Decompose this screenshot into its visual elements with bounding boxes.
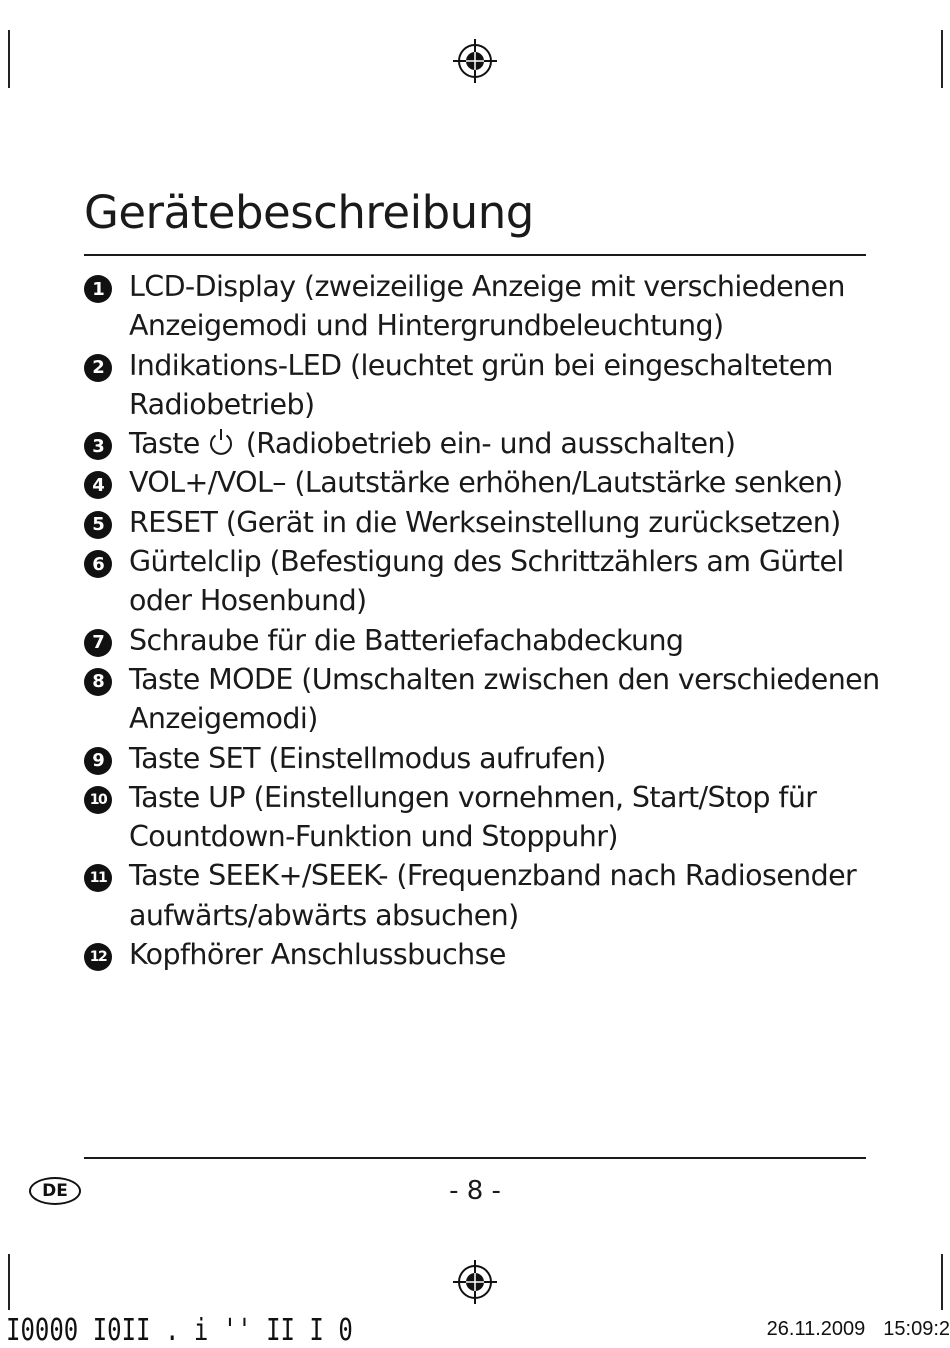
list-item bbox=[84, 935, 884, 974]
parts-list bbox=[84, 267, 884, 974]
list-item bbox=[84, 778, 884, 857]
item-text: aufwärts/abwärts absuchen) bbox=[129, 898, 519, 932]
item-text: Countdown-Funktion und Stoppuhr) bbox=[129, 820, 618, 854]
print-slug-code: I0000 I0II . i '' II I 0 bbox=[6, 1313, 353, 1348]
item-text: Taste UP (Einstellungen vornehmen, Start/Stop für bbox=[129, 780, 817, 814]
item-text: Taste SEEK+/SEEK- (Frequenzband nach Radiosender bbox=[129, 859, 857, 893]
item-number-badge: 6 bbox=[84, 550, 112, 578]
item-text: Taste MODE (Umschalten zwischen den verschiedenen bbox=[129, 662, 880, 696]
item-text: Schraube für die Batteriefachabdeckung bbox=[129, 623, 684, 657]
list-item bbox=[84, 267, 884, 346]
item-number-badge: 10 bbox=[84, 786, 112, 814]
item-text: Kopfhörer Anschlussbuchse bbox=[129, 938, 506, 972]
crop-mark-bottom-right bbox=[941, 1254, 943, 1310]
power-icon bbox=[206, 427, 236, 457]
item-text: Anzeigemodi und Hintergrundbeleuchtung) bbox=[129, 309, 724, 343]
crop-mark-top-right bbox=[941, 30, 943, 88]
item-number-badge: 9 bbox=[84, 747, 112, 775]
print-date: 26.11.2009 bbox=[766, 1318, 866, 1340]
item-number-badge: 11 bbox=[84, 864, 112, 892]
item-number-badge: 2 bbox=[84, 354, 112, 382]
item-text-suffix: (Radiobetrieb ein- und ausschalten) bbox=[245, 427, 736, 461]
print-time: 15:09:2 bbox=[883, 1318, 950, 1340]
item-text: RESET (Gerät in die Werkseinstellung zurücksetzen) bbox=[129, 505, 841, 539]
list-item bbox=[84, 739, 884, 778]
item-text: oder Hosenbund) bbox=[129, 584, 367, 618]
language-badge: DE bbox=[29, 1177, 81, 1205]
list-item bbox=[84, 621, 884, 660]
item-text: VOL+/VOL– (Lautstärke erhöhen/Lautstärke senken) bbox=[129, 466, 843, 500]
list-item bbox=[84, 424, 884, 463]
print-slug-timestamp bbox=[749, 1318, 950, 1341]
crop-mark-top-left bbox=[8, 30, 10, 88]
page-number: - 8 - bbox=[449, 1176, 501, 1206]
list-item bbox=[84, 542, 884, 621]
registration-mark-icon bbox=[451, 37, 499, 85]
item-number-badge: 7 bbox=[84, 629, 112, 657]
item-text: Anzeigemodi) bbox=[129, 702, 318, 736]
list-item bbox=[84, 346, 884, 425]
item-number-badge: 4 bbox=[84, 471, 112, 499]
item-text: Gürtelclip (Befestigung des Schrittzählers am Gürtel bbox=[129, 545, 844, 579]
item-number-badge: 5 bbox=[84, 511, 112, 539]
item-text-prefix: Taste bbox=[129, 427, 200, 461]
item-text bbox=[129, 424, 735, 463]
item-number-badge: 1 bbox=[84, 275, 112, 303]
item-number-badge: 3 bbox=[84, 432, 112, 460]
page-title: Gerätebeschreibung bbox=[84, 186, 534, 239]
footer-rule bbox=[84, 1157, 866, 1159]
list-item bbox=[84, 660, 884, 739]
item-number-badge: 12 bbox=[84, 943, 112, 971]
item-text: LCD-Display (zweizeilige Anzeige mit verschiedenen bbox=[129, 270, 845, 303]
registration-mark-icon bbox=[451, 1258, 499, 1306]
list-item bbox=[84, 503, 884, 542]
item-text: Radiobetrieb) bbox=[129, 387, 315, 421]
item-text: Indikations-LED (leuchtet grün bei eingeschaltetem bbox=[129, 348, 833, 382]
crop-mark-bottom-left bbox=[8, 1254, 10, 1310]
list-item bbox=[84, 856, 884, 935]
heading-underline bbox=[84, 254, 866, 256]
item-number-badge: 8 bbox=[84, 668, 112, 696]
item-text: Taste SET (Einstellmodus aufrufen) bbox=[129, 741, 606, 775]
list-item bbox=[84, 463, 884, 502]
